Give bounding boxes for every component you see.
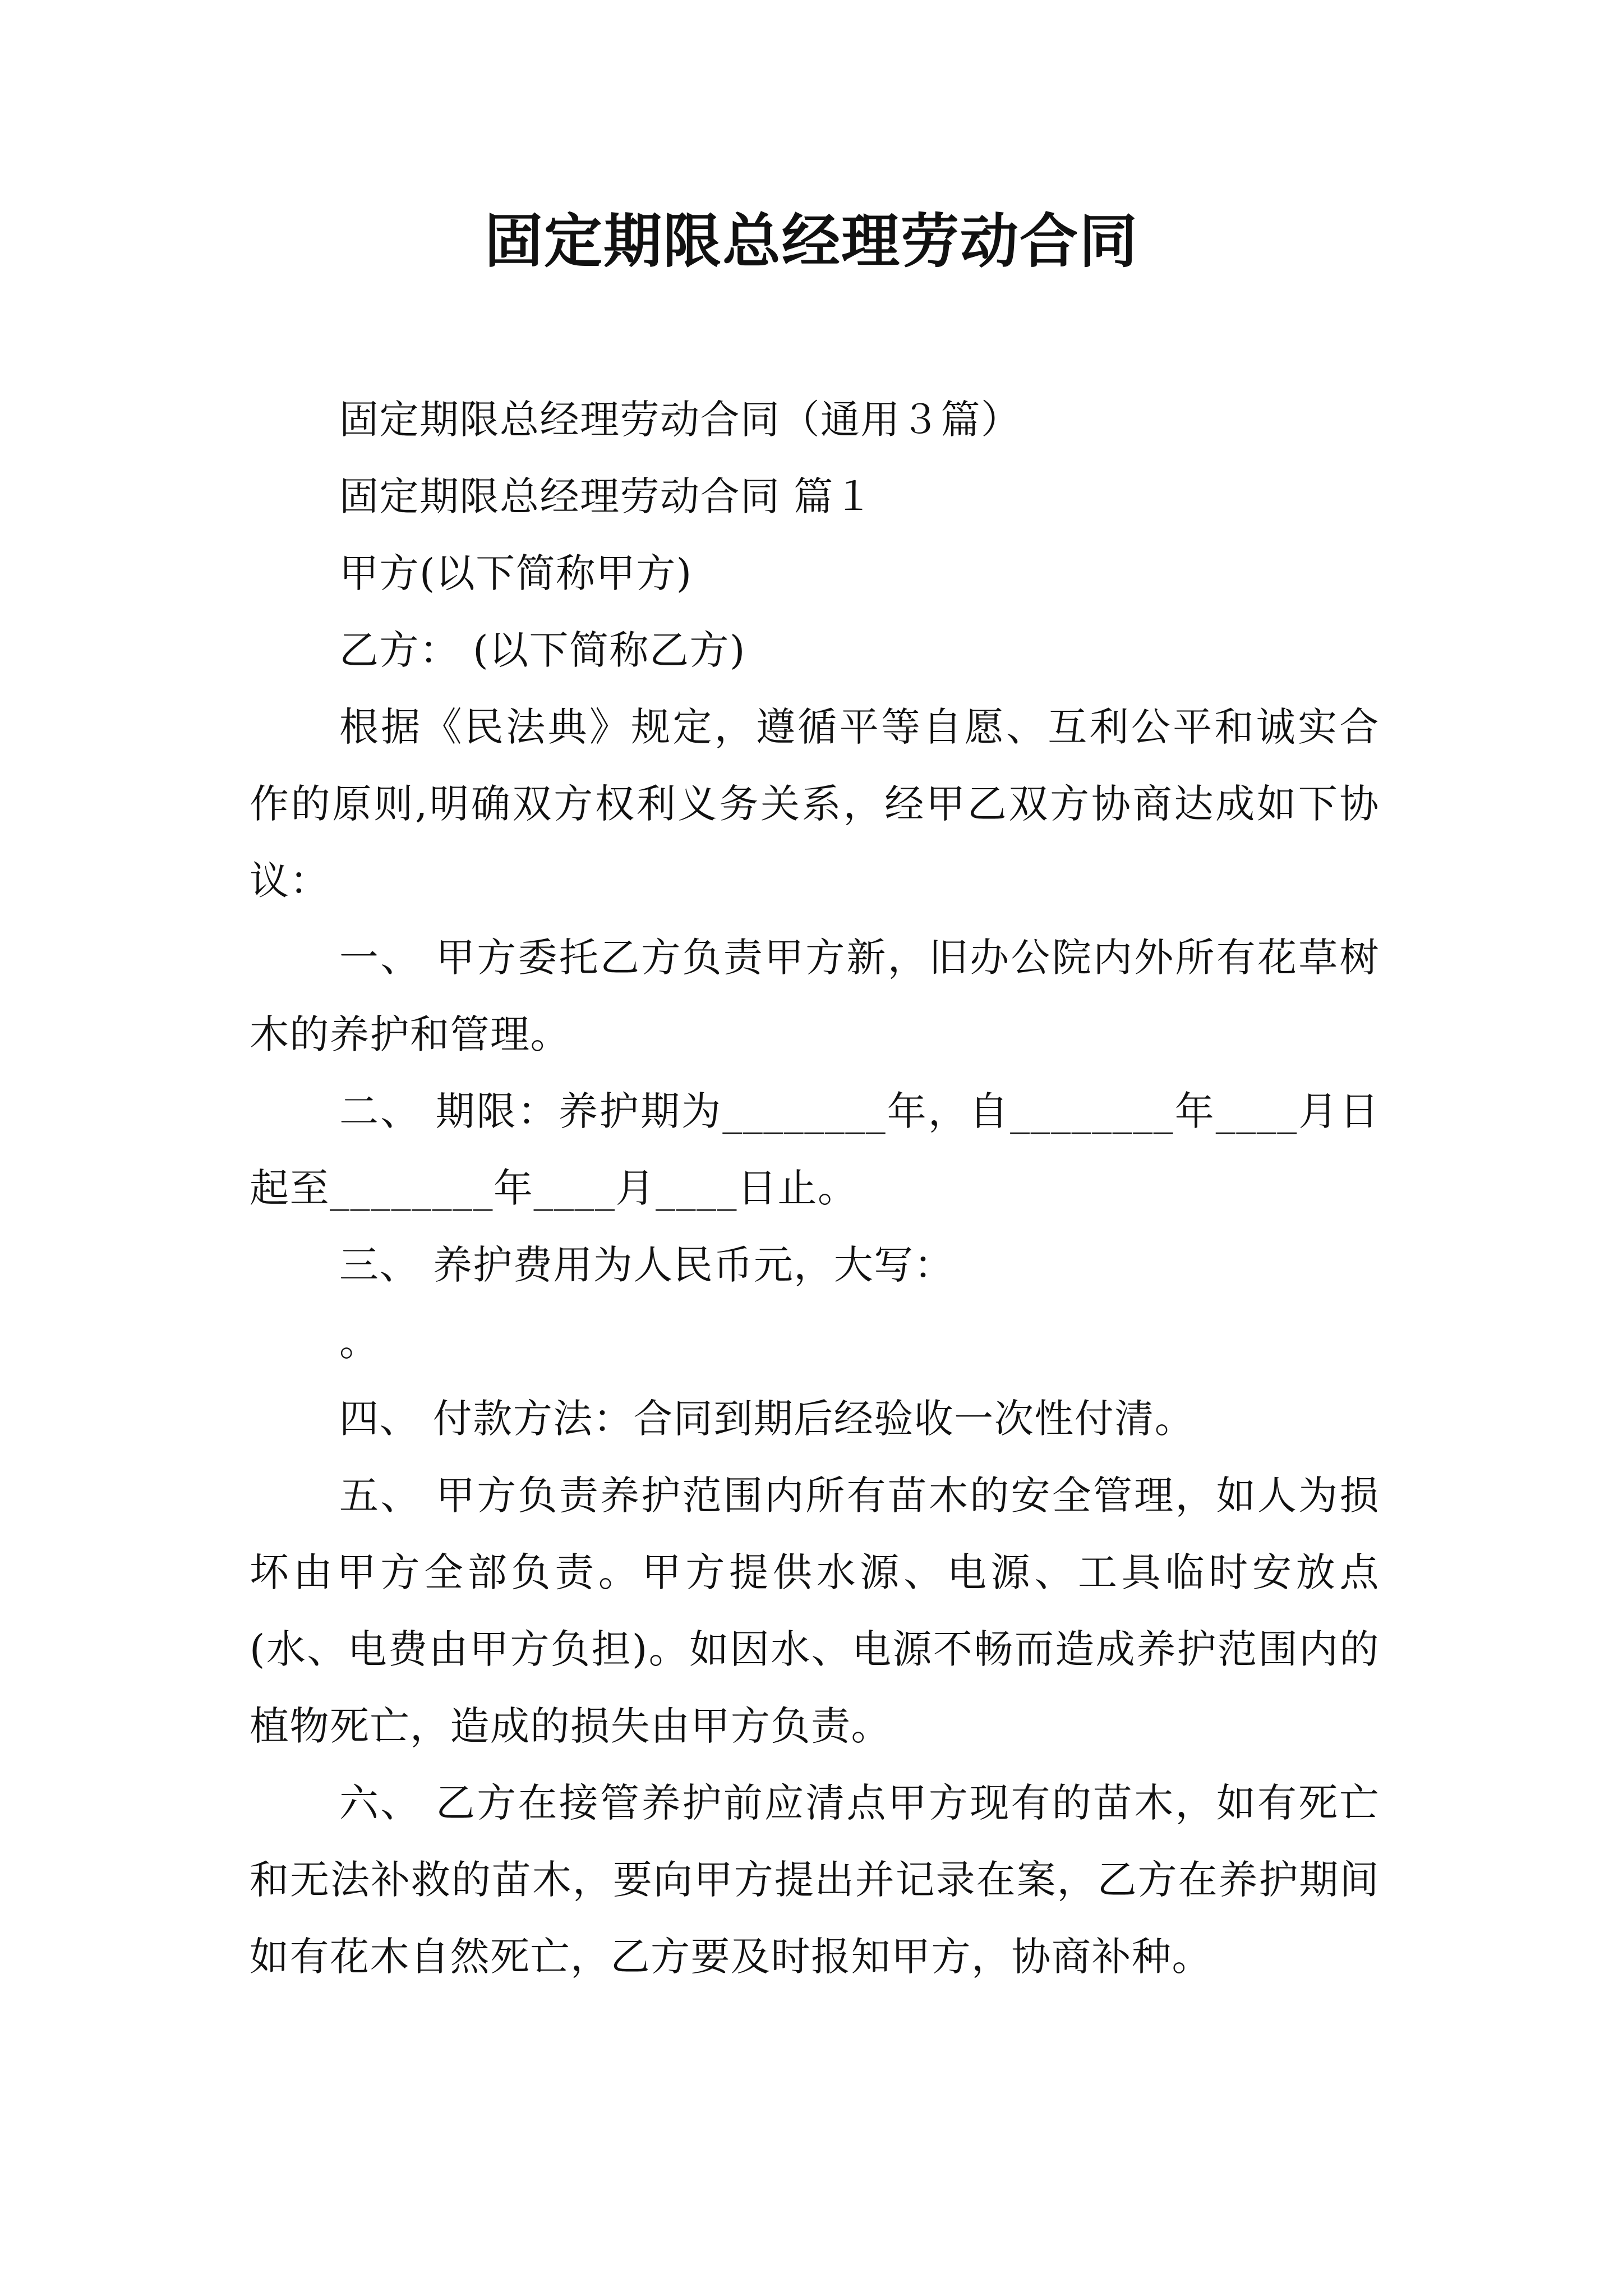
paragraph-subtitle: 固定期限总经理劳动合同（通用３篇） xyxy=(339,397,1021,443)
paragraph-clause-2: 二、 期限：养护期为________年，自________年____月日起至________年____月____日止。 xyxy=(250,1088,1380,1211)
document-title: 固定期限总经理劳动合同 xyxy=(484,206,1138,275)
paragraph-section-heading: 固定期限总经理劳动合同 篇１ xyxy=(339,473,874,519)
paragraph-preamble: 根据《民法典》规定，遵循平等自愿、互利公平和诚实合作的原则,明确双方权利义务关系，经甲乙双方协商达成如下协议： xyxy=(250,704,1380,904)
paragraph-clause-5: 五、 甲方负责养护范围内所有苗木的安全管理，如人为损坏由甲方全部负责。甲方提供水源、电源、工具临时安放点(水、电费由甲方负担)。如因水、电源不畅而造成养护范围内的植物死亡，造成的损失由甲方负责。 xyxy=(250,1473,1380,1749)
paragraph-clause-3-end: 。 xyxy=(339,1319,380,1365)
paragraph-clause-6: 六、 乙方在接管养护前应清点甲方现有的苗木，如有死亡和无法补救的苗木，要向甲方提出并记录在案，乙方在养护期间如有花木自然死亡，乙方要及时报知甲方，协商补种。 xyxy=(250,1780,1380,1980)
paragraph-clause-4: 四、 付款方法：合同到期后经验收一次性付清。 xyxy=(339,1396,1195,1442)
paragraph-party-b: 乙方： (以下简称乙方) xyxy=(339,627,746,673)
document-body xyxy=(250,381,1380,1995)
paragraph-clause-1: 一、 甲方委托乙方负责甲方新，旧办公院内外所有花草树木的养护和管理。 xyxy=(250,935,1380,1057)
paragraph-party-a: 甲方(以下简称甲方) xyxy=(339,550,693,596)
paragraph-clause-3: 三、 养护费用为人民币元，大写： xyxy=(339,1242,955,1288)
